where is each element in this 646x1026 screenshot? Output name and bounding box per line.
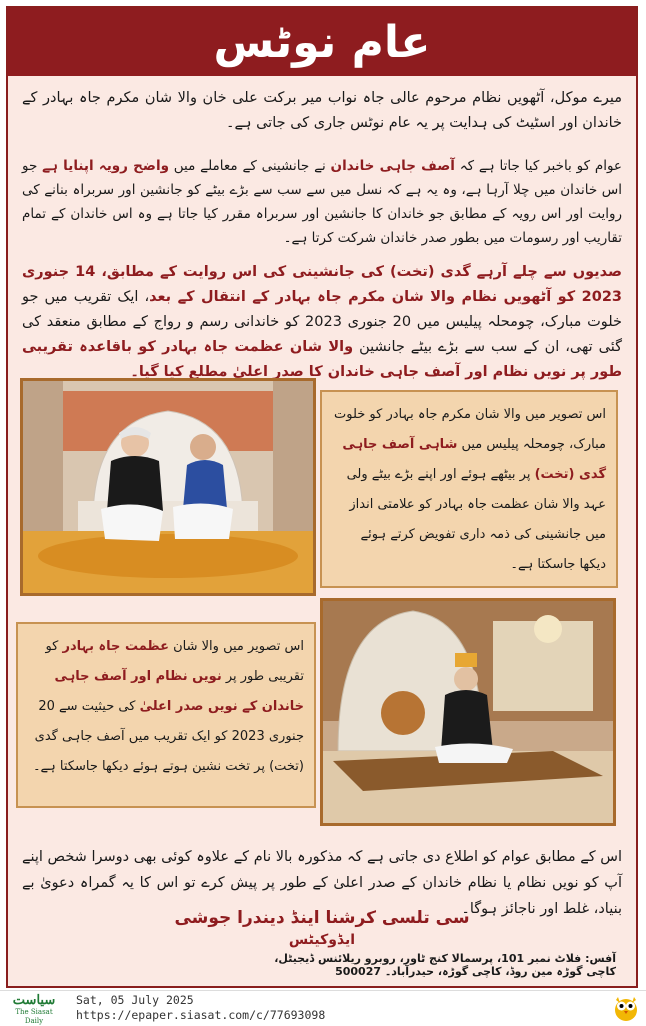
caption-highlight: عظمت جاہ بہادر <box>62 639 169 654</box>
paragraph-text: اس کے مطابق عوام کو اطلاع دی جاتی ہے کہ مذکورہ بالا نام کے علاوہ کوئی بھی دوسرا شخص اپنے آپ کو نویں نظام یا نظام خاندان کے صدر اعلیٰ کے طور پر پیش کرے تو اس کا یہ گمراہ دعویٰ بے بنیاد، غلط اور ناجائز ہوگا۔ <box>22 849 622 917</box>
siasat-logo[interactable] <box>6 993 62 1023</box>
paragraph-text: جو اس خاندان میں چلا آرہا ہے، وہ یہ ہے کہ نسل میں سے سب سے بڑے بیٹے کو جانشین اور سربراہ بنانے کی روایت اور اس رویہ کے مطابق جو خاندان کا جانشین اور سربراہ مقرر کیا جاتا ہے وہ اس خاندان کے تمام تقاریب اور رسومات میں بطور صدر خاندان شرکت کرتا ہے۔ <box>22 158 622 246</box>
photo1-caption <box>320 390 618 588</box>
photo-illustration <box>323 601 613 823</box>
highlight-text: واضح رویہ اپنایا ہے <box>42 158 169 174</box>
clip-meta <box>76 993 325 1023</box>
paragraph-text: عوام کو باخبر کیا جاتا ہے کہ <box>454 158 622 174</box>
advocate-role: ایڈوکیٹس <box>288 932 356 948</box>
intro-paragraph: میرے موکل، آٹھویں نظام مرحوم عالی جاہ نواب میر برکت علی خان والا شان مکرم جاہ بہادر کے خاندان اور اسٹیٹ کی ہدایت پر یہ عام نوٹس جاری کی جاتی ہے۔ <box>22 90 622 131</box>
logo-subtext: The Siasat Daily <box>15 1008 53 1025</box>
highlight-text: صدیوں سے چلے آرہے گدی (تخت) کی جانشینی کی اس روایت کے مطابق، 14 جنوری 2023 کو آٹھویں نظام والا شان مکرم جاہ بہادر کے انتقال کے بعد <box>22 264 622 305</box>
clip-url[interactable]: https://epaper.siasat.com/c/77693098 <box>76 1008 326 1022</box>
address-line: کاچی گوڑہ مین روڈ، کاچی گوڑہ، حیدرآباد۔ 500027 <box>335 965 616 978</box>
caption-text: کی حیثیت سے 20 جنوری 2023 کو ایک تقریب میں آصف جاہی گدی (تخت) پر تخت نشین ہوتے ہوئے دیکھا جاسکتا ہے۔ <box>32 699 304 774</box>
notice-title: عام نوٹس <box>213 16 431 68</box>
highlight-text: آصف جاہی خاندان <box>330 158 455 174</box>
paragraph-text: ، ایک تقریب میں جو خلوت مبارک، چومحلہ پیلیس میں 20 جنوری 2023 کو خاندانی رسم و رواج کے مطابق منعقد کی گئی تھی، ان کے سب سے بڑے بیٹے جانشین <box>22 289 622 355</box>
throne-photo-single-man <box>320 598 616 826</box>
caption-text: اس تصویر میں والا شان مکرم جاہ بہادر کو خلوت مبارک، چومحلہ پیلیس میں <box>334 407 606 452</box>
epaper-footer <box>0 990 646 1025</box>
advocate-firm-name: سی تلسی کرشنا اینڈ دیندرا جوشی <box>174 908 470 928</box>
highlight-text: والا شان عظمت جاہ بہادر کو باقاعدہ تقریبی طور پر نویں نظام اور آصف جاہی خاندان کا صدر اعلیٰ مطلع کیا گیا۔ <box>22 339 622 380</box>
photo-illustration <box>23 381 313 593</box>
office-address <box>256 952 616 978</box>
caption-text: اس تصویر میں والا شان <box>168 639 304 654</box>
paragraph-text: نے جانشینی کے معاملے میں <box>168 158 331 174</box>
caption-text: کو تقریبی طور پر <box>45 639 304 684</box>
photo2-caption <box>16 622 316 808</box>
tradition-paragraph <box>22 154 622 250</box>
logo-text: سیاست <box>12 993 56 1008</box>
caption-highlight: شاہی آصف جاہی گدی (تخت) <box>342 437 606 482</box>
owl-icon[interactable] <box>612 994 640 1022</box>
throne-photo-two-men <box>20 378 316 596</box>
succession-paragraph <box>22 260 622 385</box>
address-line: آفس: فلاٹ نمبر 101، پرسمالا کنج ٹاور، روبرو ریلائنس ڈیجیٹل، <box>274 952 616 965</box>
clip-date: Sat, 05 July 2025 <box>76 993 194 1007</box>
caption-highlight: نویں نظام اور آصف جاہی خاندان کے نویں صدر اعلیٰ <box>54 669 304 714</box>
notice-banner <box>8 8 636 76</box>
caption-text: پر بیٹھے ہوئے اور اپنے بڑے بیٹے ولی عہد والا شان عظمت جاہ بہادر کو علامتی انداز میں جانشینی کی ذمہ داری تفویض کرتے ہوئے دیکھا جاسکتا ہے۔ <box>346 467 606 572</box>
